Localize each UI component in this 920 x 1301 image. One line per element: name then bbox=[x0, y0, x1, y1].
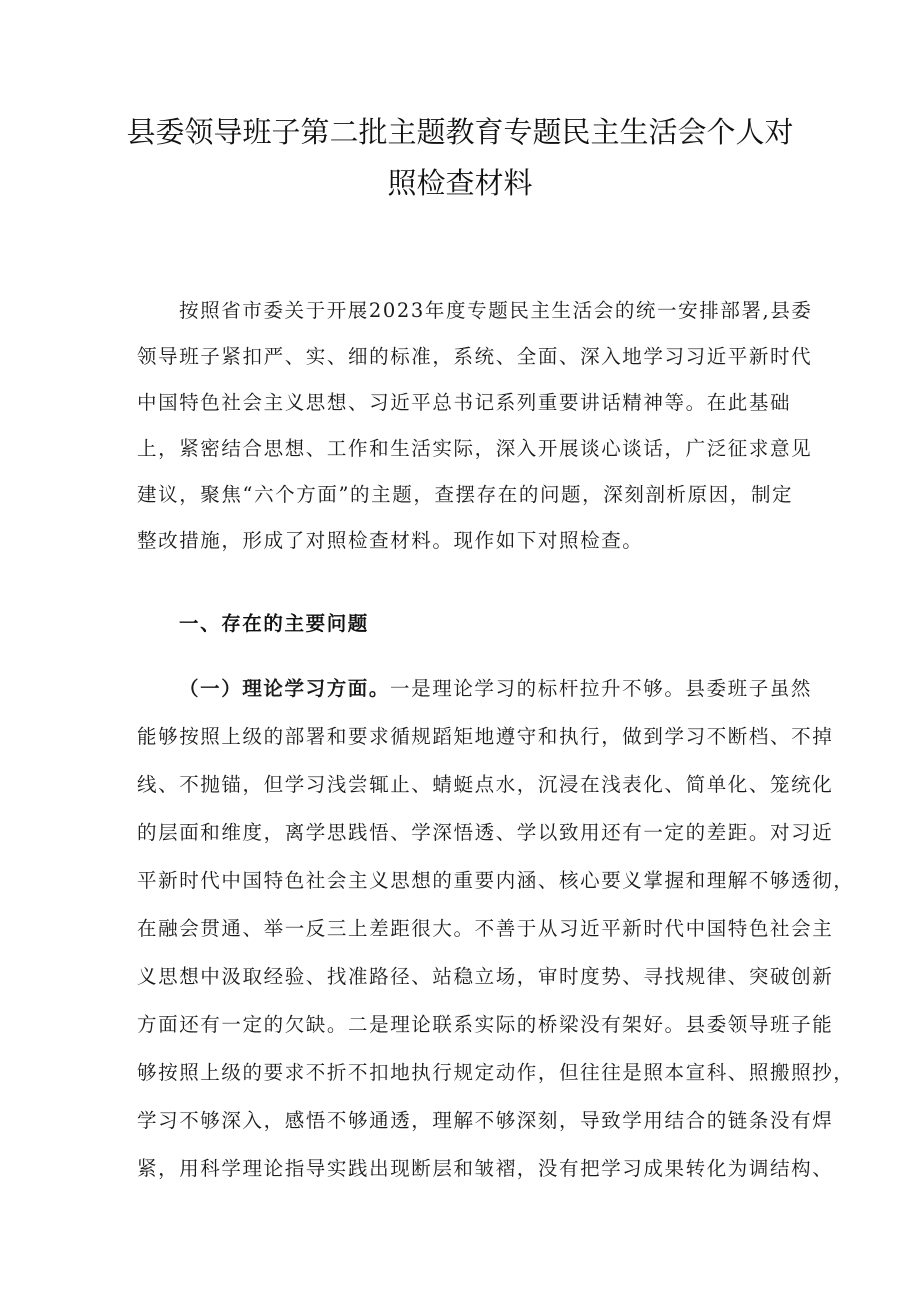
paragraph-line: 学习不够深入，感悟不够通透，理解不够深刻，导致学用结合的链条没有焊 bbox=[137, 1109, 834, 1132]
intro-line: 中国特色社会主义思想、习近平总书记系列重要讲话精神等。在此基础 bbox=[137, 391, 792, 414]
paragraph-line: 的层面和维度，离学思践悟、学深悟透、学以致用还有一定的差距。对习近 bbox=[137, 821, 834, 844]
paragraph-line: 紧，用科学理论指导实践出现断层和皱褶，没有把学习成果转化为调结构、 bbox=[137, 1157, 834, 1180]
paragraph-line: 平新时代中国特色社会主义思想的重要内涵、核心要义掌握和理解不够透彻， bbox=[137, 869, 855, 892]
intro-line: 建议，聚焦“六个方面”的主题，查摆存在的问题，深刻剖析原因，制定 bbox=[137, 483, 794, 506]
intro-line: 领导班子紧扣严、实、细的标准，系统、全面、深入地学习习近平新时代 bbox=[137, 345, 813, 368]
paragraph-first-line-text: 一是理论学习的标杆拉升不够。县委班子虽然 bbox=[390, 677, 813, 700]
paragraph-first-line bbox=[179, 666, 812, 712]
paragraph-line: 能够按照上级的部署和要求循规蹈矩地遵守和执行，做到学习不断档、不掉 bbox=[137, 725, 834, 748]
document-title-line-1: 县委领导班子第二批主题教育专题民主生活会个人对 bbox=[126, 115, 794, 149]
document-title-line-2: 照检查材料 bbox=[387, 166, 533, 200]
paragraph-line: 方面还有一定的欠缺。二是理论联系实际的桥梁没有架好。县委领导班子能 bbox=[137, 1013, 834, 1036]
intro-line: 上，紧密结合思想、工作和生活实际，深入开展谈心谈话，广泛征求意见 bbox=[137, 437, 813, 460]
intro-line: 按照省市委关于开展2023年度专题民主生活会的统一安排部署,县委 bbox=[179, 299, 813, 322]
subsection-label: （一）理论学习方面。 bbox=[179, 677, 391, 700]
section-heading: 一、存在的主要问题 bbox=[179, 612, 369, 635]
paragraph-line: 够按照上级的要求不折不扣地执行规定动作，但往往是照本宣科、照搬照抄， bbox=[137, 1061, 855, 1084]
intro-line: 整改措施，形成了对照检查材料。现作如下对照检查。 bbox=[137, 529, 644, 552]
paragraph-line: 在融会贯通、举一反三上差距很大。不善于从习近平新时代中国特色社会主 bbox=[137, 917, 834, 940]
paragraph-line: 线、不抛锚，但学习浅尝辄止、蜻蜓点水，沉浸在浅表化、简单化、笼统化 bbox=[137, 773, 834, 796]
paragraph-line: 义思想中汲取经验、找准路径、站稳立场，审时度势、寻找规律、突破创新 bbox=[137, 965, 834, 988]
